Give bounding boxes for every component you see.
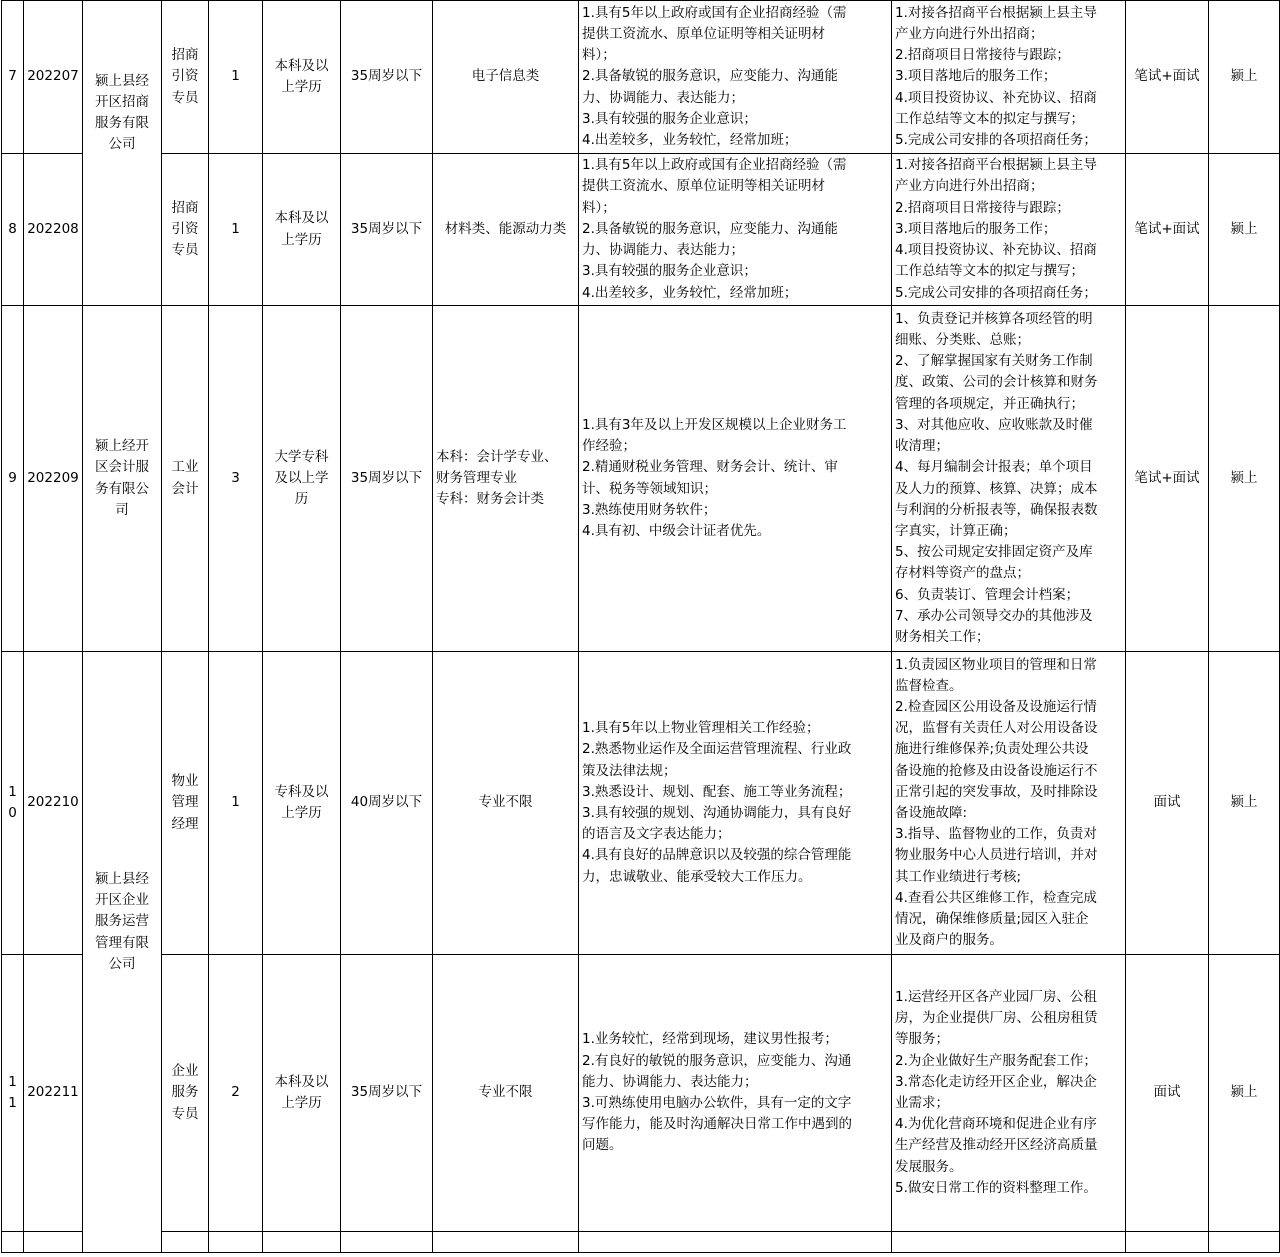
major: 专业不限	[433, 652, 579, 955]
major: 材料类、能源动力类	[433, 154, 579, 306]
exam-method: 笔试+面试	[1126, 154, 1209, 306]
hire-count: 1	[209, 1, 263, 154]
company-cell: 颍上经开 区会计服 务有限公 司	[83, 306, 162, 652]
position-code: 202208	[24, 154, 83, 306]
requirements: 1.具有5年以上物业管理相关工作经验； 2.熟悉物业运作及全面运营管理流程、行业政 策及法律法规； 3.熟悉设计、规划、配套、施工等业务流程； 3.具有较强的规划、沟通协调能力，具有良好 的语言及文字表达能力； 4.具有良好的品牌意识以及较强的综合管理能 力，忠诚敬业、能承受较大工作压力。	[579, 652, 892, 955]
row-number: 7	[2, 1, 24, 154]
education: 本科及以 上学历	[263, 154, 341, 306]
requirements: 1.业务较忙，经常到现场，建议男性报考； 2.有良好的敏锐的服务意识，应变能力、沟通 能力、协调能力、表达能力； 3.可熟练使用电脑办公软件，具有一定的文字 写作能力，能及时沟通解决日常工作中遇到的 问题。	[579, 955, 892, 1232]
work-location: 颍上	[1209, 955, 1280, 1232]
hire-count: 3	[209, 306, 263, 652]
table-row	[2, 1, 1280, 154]
exam-method: 面试	[1126, 652, 1209, 955]
major: 电子信息类	[433, 1, 579, 154]
work-location: 颍上	[1209, 652, 1280, 955]
hire-count: 2	[209, 955, 263, 1232]
work-location: 颍上	[1209, 154, 1280, 306]
requirements: 1.具有5年以上政府或国有企业招商经验（需 提供工资流水、原单位证明等相关证明材 料）； 2.具备敏锐的服务意识，应变能力、沟通能 力、协调能力、表达能力； 3.具有较强的服务企业意识； 4.出差较多，业务较忙，经常加班；	[579, 154, 892, 306]
duties: 1.运营经开区各产业园厂房、公租 房，为企业提供厂房、公租房租赁 等服务； 2.为企业做好生产服务配套工作； 3.常态化走访经开区企业，解决企 业需求； 4.为优化营商环境和促进企业有序 生产经营及推动经开区经济高质量 发展服务。 5.做安日常工作的资料整理工作。	[892, 955, 1126, 1232]
age-limit: 35周岁以下	[341, 306, 433, 652]
requirements: 1.具有5年以上政府或国有企业招商经验（需 提供工资流水、原单位证明等相关证明材 料）； 2.具备敏锐的服务意识，应变能力、沟通能 力、协调能力、表达能力； 3.具有较强的服务企业意识； 4.出差较多，业务较忙，经常加班；	[579, 1, 892, 154]
age-limit: 35周岁以下	[341, 154, 433, 306]
exam-method: 面试	[1126, 955, 1209, 1232]
position-code: 202210	[24, 652, 83, 955]
table-row	[2, 306, 1280, 652]
major: 专业不限	[433, 955, 579, 1232]
education: 专科及以 上学历	[263, 652, 341, 955]
exam-method: 笔试+面试	[1126, 306, 1209, 652]
work-location: 颍上	[1209, 306, 1280, 652]
recruitment-table	[1, 0, 1280, 1253]
hire-count: 1	[209, 154, 263, 306]
position-name: 招商 引资 专员	[162, 154, 209, 306]
position-code: 202209	[24, 306, 83, 652]
table-row-partial	[2, 1232, 1280, 1253]
education: 本科及以 上学历	[263, 955, 341, 1232]
row-number: 10	[2, 652, 24, 955]
requirements: 1.具有3年及以上开发区规模以上企业财务工 作经验； 2.精通财税业务管理、财务会计、统计、审 计、税务等领域知识； 3.熟练使用财务软件； 4.具有初、中级会计证者优先。	[579, 306, 892, 652]
education: 大学专科 及以上学 历	[263, 306, 341, 652]
row-number: 9	[2, 306, 24, 652]
row-number: 11	[2, 955, 24, 1232]
position-name: 招商 引资 专员	[162, 1, 209, 154]
table-row	[2, 652, 1280, 955]
position-name: 物业 管理 经理	[162, 652, 209, 955]
education: 本科及以 上学历	[263, 1, 341, 154]
position-code: 202211	[24, 955, 83, 1232]
work-location: 颍上	[1209, 1, 1280, 154]
exam-method: 笔试+面试	[1126, 1, 1209, 154]
position-name: 企业 服务 专员	[162, 955, 209, 1232]
hire-count: 1	[209, 652, 263, 955]
position-code: 202207	[24, 1, 83, 154]
duties: 1.对接各招商平台根据颍上县主导 产业方向进行外出招商； 2.招商项目日常接待与跟踪； 3.项目落地后的服务工作； 4.项目投资协议、补充协议、招商 工作总结等文本的拟定与撰写； 5.完成公司安排的各项招商任务；	[892, 1, 1126, 154]
age-limit: 40周岁以下	[341, 652, 433, 955]
major: 本科：会计学专业、 财务管理专业 专科：财务会计类	[433, 306, 579, 652]
company-cell: 颍上县经 开区企业 服务运营 管理有限 公司	[83, 652, 162, 1253]
company-cell: 颍上县经 开区招商 服务有限 公司	[83, 1, 162, 306]
position-name: 工业 会计	[162, 306, 209, 652]
duties: 1.负责园区物业项目的管理和日常 监督检查。 2.检查园区公用设备及设施运行情 况，监督有关责任人对公用设备设 施进行维修保养;负责处理公共设 备设施的抢修及由设备设施运行不 正常引起的突发事故，及时排除设 备设施故障: 3.指导、监督物业的工作，负责对 物业服务中心人员进行培训，并对 其工作业绩进行考核; 4.查看公共区维修工作，检查完成 情况，确保维修质量;园区入驻企 业及商户的服务。	[892, 652, 1126, 955]
age-limit: 35周岁以下	[341, 955, 433, 1232]
duties: 1、负责登记并核算各项经管的明 细账、分类账、总账； 2、了解掌握国家有关财务工作制 度、政策、公司的会计核算和财务 管理的各项规定，并正确执行； 3、对其他应收、应收账款及时催 收清理； 4、每月编制会计报表；单个项目 及人力的预算、核算、决算；成本 与利润的分析报表等，确保报表数 字真实，计算正确； 5、按公司规定安排固定资产及库 存材料等资产的盘点； 6、负责装订、管理会计档案； 7、承办公司领导交办的其他涉及 财务相关工作；	[892, 306, 1126, 652]
age-limit: 35周岁以下	[341, 1, 433, 154]
duties: 1.对接各招商平台根据颍上县主导 产业方向进行外出招商； 2.招商项目日常接待与跟踪； 3.项目落地后的服务工作； 4.项目投资协议、补充协议、招商 工作总结等文本的拟定与撰写； 5.完成公司安排的各项招商任务；	[892, 154, 1126, 306]
table-row	[2, 955, 1280, 1232]
row-number: 8	[2, 154, 24, 306]
table-row	[2, 154, 1280, 306]
